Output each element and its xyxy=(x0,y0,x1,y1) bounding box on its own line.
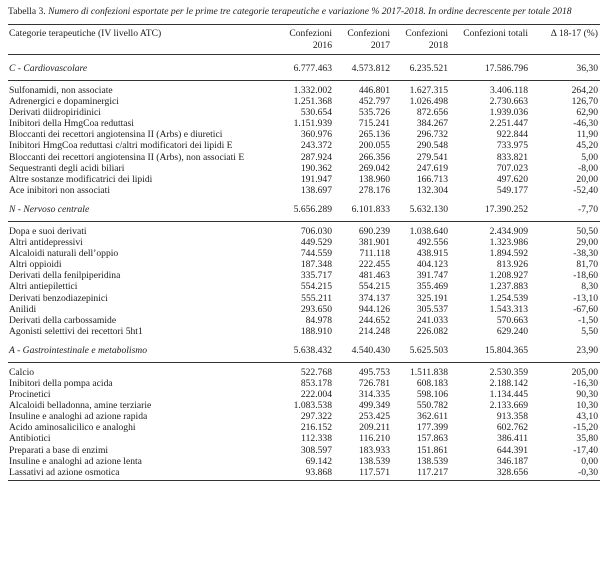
row-label: Procinetici xyxy=(9,389,51,401)
table-row xyxy=(8,304,600,315)
row-2016: 1.251.368 xyxy=(293,96,332,108)
row-total: 707.023 xyxy=(496,162,528,174)
row-total: 497.620 xyxy=(496,173,528,185)
row-2017: 200.055 xyxy=(358,140,390,152)
row-2017: 554.215 xyxy=(358,281,390,293)
row-delta: -16,30 xyxy=(573,377,598,389)
row-total: 1.134.445 xyxy=(489,389,528,401)
row-2018: 157.863 xyxy=(416,433,448,445)
row-2016: 293.650 xyxy=(300,303,332,315)
category-total: 17.586.796 xyxy=(450,55,530,81)
row-2017: 381.901 xyxy=(358,237,390,249)
table-row xyxy=(8,163,600,174)
row-delta: 0,00 xyxy=(581,455,598,467)
row-2018: 608.183 xyxy=(416,377,448,389)
row-2018: 241.033 xyxy=(416,314,448,326)
row-2016: 287.924 xyxy=(300,151,332,163)
table-row xyxy=(8,467,600,481)
row-2018: 1.627.315 xyxy=(409,85,448,96)
row-2017: 726.781 xyxy=(358,377,390,389)
row-total: 549.177 xyxy=(496,184,528,196)
row-total: 1.323.986 xyxy=(489,237,528,249)
row-2018: 247.619 xyxy=(416,162,448,174)
row-2017: 495.753 xyxy=(358,366,390,378)
table-row xyxy=(8,326,600,337)
category-row xyxy=(8,55,600,81)
category-name: C - Cardiovascolare xyxy=(8,55,274,81)
table-row xyxy=(8,367,600,378)
row-total: 913.358 xyxy=(496,411,528,423)
row-total: 644.391 xyxy=(496,444,528,456)
table-row xyxy=(8,422,600,433)
table-row xyxy=(8,411,600,422)
row-delta: 5,50 xyxy=(581,325,598,337)
row-delta: 8,30 xyxy=(581,281,598,293)
row-2017: 452.797 xyxy=(358,96,390,108)
header-category: Categorie terapeutiche (IV livello ATC) xyxy=(8,25,274,55)
row-2017: 690.239 xyxy=(358,225,390,237)
row-total: 813.926 xyxy=(496,259,528,271)
row-total: 833.821 xyxy=(496,151,528,163)
row-total: 1.208.927 xyxy=(489,270,528,282)
row-2016: 190.362 xyxy=(300,162,332,174)
row-2017: 117.571 xyxy=(334,467,392,481)
row-2017: 116.210 xyxy=(359,433,390,445)
row-2017: 209.211 xyxy=(359,422,390,434)
header-delta: Δ 18-17 (%) xyxy=(530,25,600,55)
row-2018: 117.217 xyxy=(392,467,450,481)
row-2017: 265.136 xyxy=(358,129,390,141)
category-delta: 23,90 xyxy=(530,337,600,363)
caption-lead: Tabella 3. xyxy=(8,6,46,17)
row-2017: 715.241 xyxy=(358,118,390,130)
category-2018: 6.235.521 xyxy=(392,55,450,81)
row-2016: 308.597 xyxy=(300,444,332,456)
table-row xyxy=(8,433,600,444)
row-delta: 20,00 xyxy=(576,173,598,185)
category-2018: 5.625.503 xyxy=(392,337,450,363)
row-label: Preparati a base di enzimi xyxy=(9,444,109,456)
table-row xyxy=(8,129,600,140)
row-2018: 1.511.838 xyxy=(409,366,448,378)
row-total: 328.656 xyxy=(450,467,530,481)
row-total: 2.530.359 xyxy=(489,366,528,378)
table-row xyxy=(8,389,600,400)
row-total: 3.406.118 xyxy=(489,85,528,96)
row-2017: 138.539 xyxy=(358,455,390,467)
row-delta: -0,30 xyxy=(530,467,600,481)
table-row xyxy=(8,140,600,151)
table-row xyxy=(8,456,600,467)
row-2016: 1.083.538 xyxy=(293,400,332,412)
row-total: 1.894.592 xyxy=(489,248,528,260)
category-2017: 4.540.430 xyxy=(334,337,392,363)
export-table xyxy=(8,24,600,481)
row-delta: -46,30 xyxy=(573,118,598,130)
row-delta: -52,40 xyxy=(573,184,598,196)
table-row xyxy=(8,237,600,248)
row-label: Altre sostanze modificatrici dei lipidi xyxy=(9,173,153,185)
row-2017: 535.726 xyxy=(358,107,390,119)
row-delta: 11,90 xyxy=(576,129,598,141)
row-delta: -17,40 xyxy=(573,444,598,456)
row-label: Lassativi ad azione osmotica xyxy=(8,467,274,481)
row-total: 346.187 xyxy=(496,455,528,467)
row-2017: 499.349 xyxy=(358,400,390,412)
row-2018: 872.656 xyxy=(416,107,448,119)
row-label: Inibitori della pompa acida xyxy=(9,377,113,389)
table-row xyxy=(8,118,600,129)
category-name: A - Gastrointestinale e metabolismo xyxy=(8,337,274,363)
row-2016: 187.348 xyxy=(300,259,332,271)
table-row xyxy=(8,445,600,456)
row-2017: 374.137 xyxy=(358,292,390,304)
row-2017: 253.425 xyxy=(358,411,390,423)
row-label: Altri oppioidi xyxy=(9,259,62,271)
row-total: 922.844 xyxy=(496,129,528,141)
row-2018: 1.038.640 xyxy=(409,225,448,237)
category-2016: 6.777.463 xyxy=(274,55,334,81)
table-row xyxy=(8,185,600,196)
row-2018: 296.732 xyxy=(416,129,448,141)
table-row xyxy=(8,174,600,185)
row-total: 602.762 xyxy=(496,422,528,434)
row-2018: 177.399 xyxy=(416,422,448,434)
row-total: 1.939.036 xyxy=(489,107,528,119)
row-delta: 35,80 xyxy=(576,433,598,445)
row-2016: 84.978 xyxy=(305,314,332,326)
row-label: Altri antidepressivi xyxy=(9,237,83,249)
row-delta: 264,20 xyxy=(571,85,598,96)
row-label: Sequestranti degli acidi biliari xyxy=(9,162,125,174)
category-2017: 4.573.812 xyxy=(334,55,392,81)
row-total: 2.434.909 xyxy=(489,225,528,237)
table-row xyxy=(8,378,600,389)
row-2018: 132.304 xyxy=(416,184,448,196)
row-2016: 449.529 xyxy=(300,237,332,249)
table-row xyxy=(8,281,600,292)
row-delta: -67,60 xyxy=(573,303,598,315)
row-2017: 222.455 xyxy=(358,259,390,271)
row-2016: 69.142 xyxy=(305,455,332,467)
row-total: 570.663 xyxy=(496,314,528,326)
row-2016: 1.332.002 xyxy=(293,85,332,96)
row-2017: 481.463 xyxy=(358,270,390,282)
row-delta: 45,20 xyxy=(576,140,598,152)
row-2016: 138.697 xyxy=(300,184,332,196)
row-2017: 314.335 xyxy=(358,389,390,401)
row-2016: 93.868 xyxy=(274,467,334,481)
row-delta: -15,20 xyxy=(573,422,598,434)
row-2017: 711.118 xyxy=(359,248,390,260)
row-delta: 29,00 xyxy=(576,237,598,249)
row-label: Bloccanti dei recettori angiotensina II (Arbs) e diuretici xyxy=(9,129,223,141)
row-delta: 50,50 xyxy=(576,225,598,237)
category-name: N - Nervoso centrale xyxy=(8,196,274,222)
row-2018: 355.469 xyxy=(416,281,448,293)
row-2016: 335.717 xyxy=(300,270,332,282)
row-delta: 43,10 xyxy=(576,411,598,423)
row-delta: 126,70 xyxy=(571,96,598,108)
row-2017: 944.126 xyxy=(358,303,390,315)
row-2017: 138.960 xyxy=(358,173,390,185)
row-total: 629.240 xyxy=(496,325,528,337)
category-total: 17.390.252 xyxy=(450,196,530,222)
row-2016: 112.338 xyxy=(301,433,332,445)
row-delta: 5,00 xyxy=(581,151,598,163)
row-label: Derivati benzodiazepinici xyxy=(9,292,108,304)
row-label: Insuline e analoghi ad azione lenta xyxy=(9,455,142,467)
category-2017: 6.101.833 xyxy=(334,196,392,222)
category-2018: 5.632.130 xyxy=(392,196,450,222)
category-2016: 5.638.432 xyxy=(274,337,334,363)
table-row xyxy=(8,400,600,411)
row-label: Adrenergici e dopaminergici xyxy=(9,96,119,108)
row-label: Dopa e suoi derivati xyxy=(9,225,87,237)
row-2018: 305.537 xyxy=(416,303,448,315)
row-2016: 554.215 xyxy=(300,281,332,293)
row-2016: 706.030 xyxy=(300,225,332,237)
row-2016: 188.910 xyxy=(300,325,332,337)
row-2017: 266.356 xyxy=(358,151,390,163)
row-label: Bloccanti dei recettori angiotensina II (Arbs), non associati E xyxy=(9,151,245,163)
category-row xyxy=(8,337,600,363)
row-2017: 278.176 xyxy=(358,184,390,196)
row-label: Anilidi xyxy=(9,303,37,315)
row-2018: 598.106 xyxy=(416,389,448,401)
row-label: Alcaloidi naturali dell’oppio xyxy=(9,248,119,260)
row-2017: 244.652 xyxy=(358,314,390,326)
row-delta: 10,30 xyxy=(576,400,598,412)
row-total: 1.543.313 xyxy=(489,303,528,315)
row-2018: 492.556 xyxy=(416,237,448,249)
row-label: Agonisti selettivi dei recettori 5ht1 xyxy=(9,325,143,337)
row-2018: 325.191 xyxy=(416,292,448,304)
row-label: Derivati della carbossamide xyxy=(9,314,117,326)
category-row xyxy=(8,196,600,222)
header-2018: Confezioni 2018 xyxy=(392,25,450,55)
row-2018: 138.539 xyxy=(416,455,448,467)
table-row xyxy=(8,107,600,118)
header-total: Confezioni totali xyxy=(450,25,530,55)
row-total: 2.730.663 xyxy=(489,96,528,108)
row-2018: 391.747 xyxy=(416,270,448,282)
row-2017: 214.248 xyxy=(358,325,390,337)
row-2018: 226.082 xyxy=(416,325,448,337)
row-label: Calcio xyxy=(9,366,35,378)
header-2017: Confezioni 2017 xyxy=(334,25,392,55)
row-2016: 360.976 xyxy=(300,129,332,141)
row-label: Derivati diidropiridinici xyxy=(9,107,101,119)
table-row xyxy=(8,226,600,237)
row-2018: 362.611 xyxy=(417,411,448,423)
row-label: Derivati della fenilpiperidina xyxy=(9,270,121,282)
row-2017: 446.801 xyxy=(358,85,390,96)
row-2016: 853.178 xyxy=(300,377,332,389)
row-2018: 151.861 xyxy=(416,444,448,456)
row-2018: 1.026.498 xyxy=(409,96,448,108)
row-delta: -8,00 xyxy=(578,162,598,174)
row-label: Inibitori della HmgCoa reduttasi xyxy=(9,118,134,130)
row-2018: 384.267 xyxy=(416,118,448,130)
row-2016: 744.559 xyxy=(300,248,332,260)
row-2016: 191.947 xyxy=(300,173,332,185)
row-label: Altri antiepilettici xyxy=(9,281,78,293)
row-2017: 183.933 xyxy=(358,444,390,456)
row-2018: 404.123 xyxy=(416,259,448,271)
row-label: Sulfonamidi, non associate xyxy=(9,85,113,96)
row-delta: -13,10 xyxy=(573,292,598,304)
row-2016: 216.152 xyxy=(300,422,332,434)
row-total: 1.237.883 xyxy=(489,281,528,293)
row-total: 2.251.447 xyxy=(489,118,528,130)
row-2018: 550.782 xyxy=(416,400,448,412)
row-delta: -38,30 xyxy=(573,248,598,260)
row-2016: 555.211 xyxy=(301,292,332,304)
row-2016: 530.654 xyxy=(300,107,332,119)
row-label: Ace inibitori non associati xyxy=(9,184,110,196)
category-delta: 36,30 xyxy=(530,55,600,81)
row-delta: 62,90 xyxy=(576,107,598,119)
row-2018: 166.713 xyxy=(416,173,448,185)
table-row xyxy=(8,315,600,326)
category-total: 15.804.365 xyxy=(450,337,530,363)
row-delta: 81,70 xyxy=(576,259,598,271)
row-delta: 90,30 xyxy=(576,389,598,401)
caption-text: Numero di confezioni esportate per le prime tre categorie terapeutiche e variazione % 2017-2018. In ordine decrescente per totale 2018 xyxy=(48,6,572,17)
row-2017: 269.042 xyxy=(358,162,390,174)
table-header-row xyxy=(8,25,600,55)
row-2016: 243.372 xyxy=(300,140,332,152)
table-row xyxy=(8,96,600,107)
row-delta: 205,00 xyxy=(571,366,598,378)
row-total: 1.254.539 xyxy=(489,292,528,304)
header-2016: Confezioni 2016 xyxy=(274,25,334,55)
row-total: 2.133.669 xyxy=(489,400,528,412)
table-row xyxy=(8,293,600,304)
row-label: Inibitori HmgCoa reduttasi c/altri modificatori dei lipidi E xyxy=(9,140,233,152)
row-total: 733.975 xyxy=(496,140,528,152)
row-delta: -1,50 xyxy=(578,314,598,326)
row-2018: 279.541 xyxy=(416,151,448,163)
table-row xyxy=(8,248,600,259)
row-label: Alcaloidi belladonna, amine terziarie xyxy=(9,400,152,412)
table-row xyxy=(8,259,600,270)
row-total: 2.188.142 xyxy=(489,377,528,389)
row-2016: 522.768 xyxy=(300,366,332,378)
row-total: 386.411 xyxy=(497,433,528,445)
table-row xyxy=(8,85,600,96)
row-2016: 297.322 xyxy=(300,411,332,423)
category-2016: 5.656.289 xyxy=(274,196,334,222)
row-2016: 222.004 xyxy=(300,389,332,401)
row-2016: 1.151.939 xyxy=(293,118,332,130)
table-caption xyxy=(8,6,600,18)
row-label: Insuline e analoghi ad azione rapida xyxy=(9,411,148,423)
row-label: Antibiotici xyxy=(9,433,51,445)
row-delta: -18,60 xyxy=(573,270,598,282)
table-row xyxy=(8,152,600,163)
row-2018: 438.915 xyxy=(416,248,448,260)
category-delta: -7,70 xyxy=(530,196,600,222)
table-row xyxy=(8,270,600,281)
row-label: Acido aminosalicilico e analoghi xyxy=(9,422,136,434)
table-body xyxy=(8,55,600,481)
row-2018: 290.548 xyxy=(416,140,448,152)
